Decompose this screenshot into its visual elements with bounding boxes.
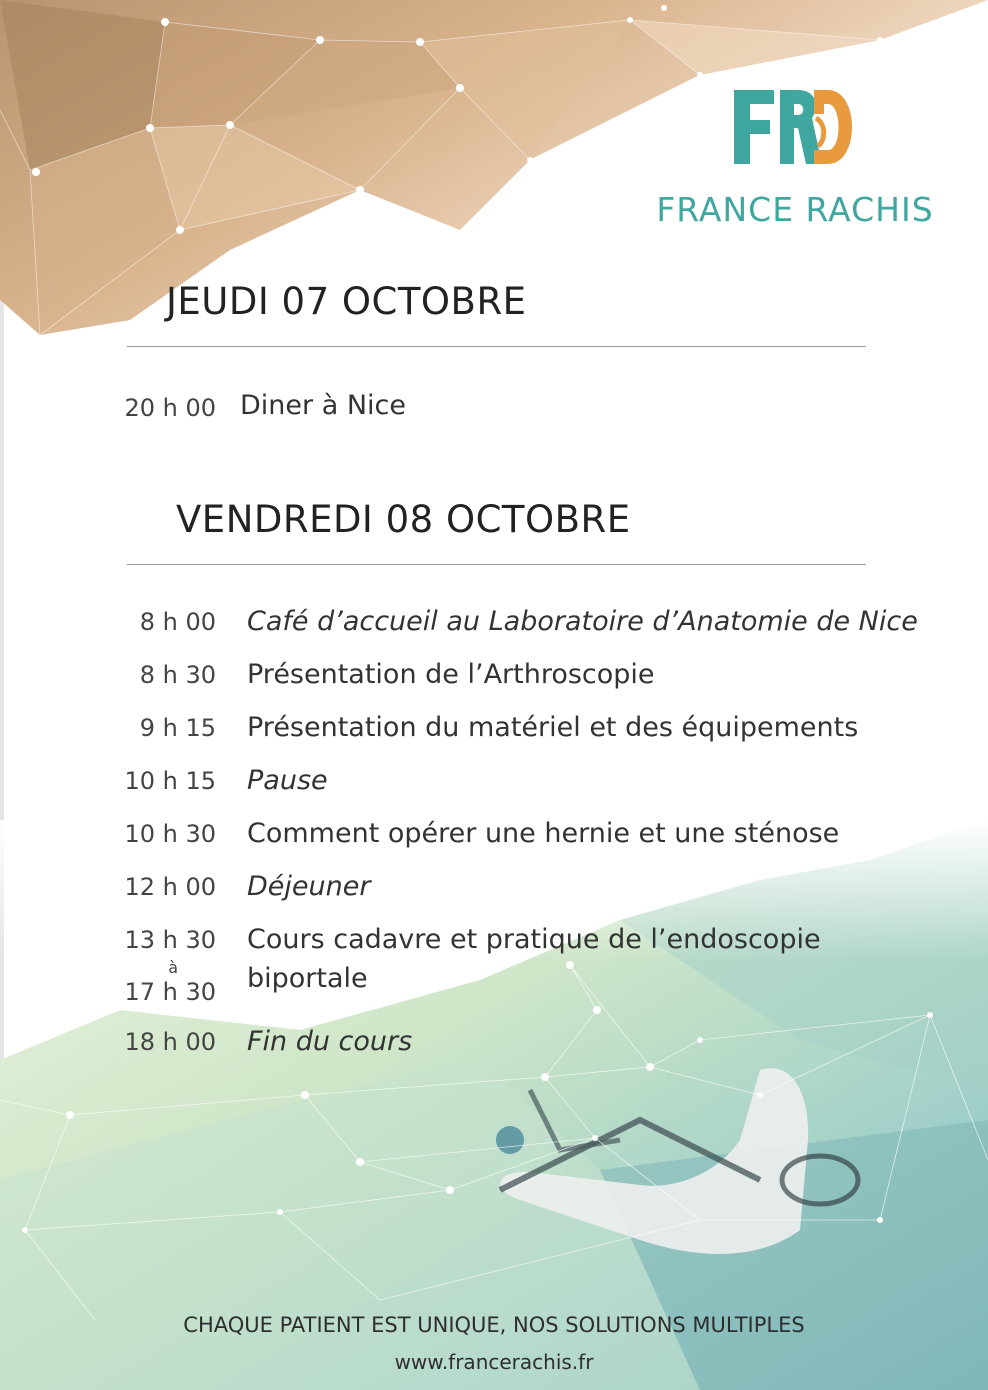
event-time-start: 13 h 30 [124,926,216,954]
event-label: Cours cadavre et pratique de l’endoscopie [247,924,821,955]
event-time: 8 h 00 [139,608,216,636]
footer-website-link[interactable]: www.francerachis.fr [394,1350,594,1374]
event-time: 10 h 30 [124,820,216,848]
surgical-photo-network-bottom-decoration [0,820,988,1390]
event-label: Pause [247,765,328,796]
day-divider [127,346,866,347]
event-time: 8 h 30 [139,661,216,689]
frd-logo-icon [728,84,860,170]
event-label: Fin du cours [247,1026,413,1057]
day-divider [127,564,866,565]
footer-tagline: CHAQUE PATIENT EST UNIQUE, NOS SOLUTIONS MULTIPLES [183,1313,805,1337]
event-time: 18 h 00 [124,1028,216,1056]
event-label-line2: biportale [247,963,368,994]
day-title-jeudi: JEUDI 07 OCTOBRE [166,280,527,323]
event-label: Présentation de l’Arthroscopie [247,659,655,690]
event-time: 10 h 15 [124,767,216,795]
event-label: Déjeuner [247,871,371,902]
event-time: 9 h 15 [139,714,216,742]
event-time: 20 h 00 [124,394,216,422]
event-label: Présentation du matériel et des équipements [247,712,859,743]
event-time-separator: à [168,958,178,977]
event-label: Diner à Nice [240,390,406,421]
event-label: Café d’accueil au Laboratoire d’Anatomie de Nice [247,606,918,637]
event-time: 12 h 00 [124,873,216,901]
event-label: Comment opérer une hernie et une sténose [247,818,840,849]
france-rachis-logo [640,78,950,238]
day-title-vendredi: VENDREDI 08 OCTOBRE [176,498,631,541]
event-time-end: 17 h 30 [124,978,216,1006]
brand-name: FRANCE RACHIS [656,190,934,229]
